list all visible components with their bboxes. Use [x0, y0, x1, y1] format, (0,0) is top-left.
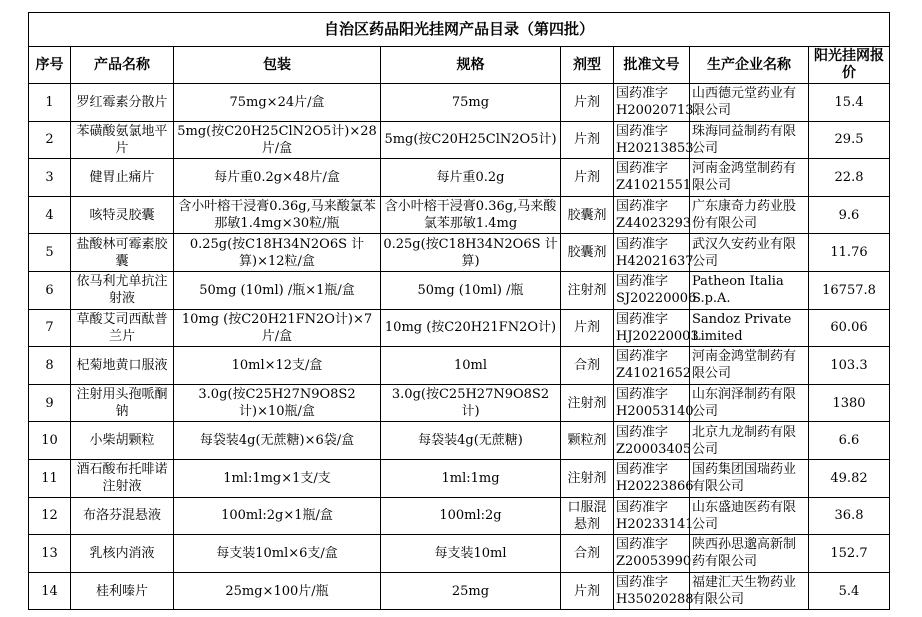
cell-approval-number: 国药准字H20213853 — [614, 121, 690, 159]
cell-product-name: 依马利尤单抗注射液 — [71, 271, 174, 309]
cell-no: 6 — [29, 271, 71, 309]
cell-price: 103.3 — [809, 347, 890, 385]
header-form: 剂型 — [561, 47, 614, 84]
cell-no: 3 — [29, 159, 71, 197]
table-row — [29, 196, 890, 234]
cell-dosage-form: 颗粒剂 — [561, 422, 614, 460]
cell-price: 49.82 — [809, 459, 890, 497]
header-pack: 包装 — [174, 47, 381, 84]
cell-packaging: 5mg(按C20H25ClN2O5计)×28片/盒 — [174, 121, 381, 159]
cell-approval-number: 国药准字H35020288 — [614, 572, 690, 610]
cell-product-name: 乳核内消液 — [71, 535, 174, 573]
cell-approval-number: 国药准字SJ20220006 — [614, 271, 690, 309]
table-row — [29, 422, 890, 460]
cell-approval-number: 国药准字H20020713 — [614, 84, 690, 122]
cell-dosage-form: 片剂 — [561, 84, 614, 122]
cell-no: 13 — [29, 535, 71, 573]
cell-packaging: 1ml:1mg×1支/支 — [174, 459, 381, 497]
cell-approval-number: 国药准字H20223866 — [614, 459, 690, 497]
cell-manufacturer: Patheon Italia S.p.A. — [690, 271, 809, 309]
cell-price: 29.5 — [809, 121, 890, 159]
cell-product-name: 小柴胡颗粒 — [71, 422, 174, 460]
cell-approval-number: 国药准字Z41021551 — [614, 159, 690, 197]
table-row — [29, 347, 890, 385]
cell-packaging: 每支装10ml×6支/盒 — [174, 535, 381, 573]
header-no: 序号 — [29, 47, 71, 84]
cell-packaging: 含小叶榕干浸膏0.36g,马来酸氯苯那敏1.4mg×30粒/瓶 — [174, 196, 381, 234]
cell-specification: 10mg (按C20H21FN2O计) — [381, 309, 561, 347]
table-row — [29, 234, 890, 272]
cell-approval-number: 国药准字Z20003405 — [614, 422, 690, 460]
cell-packaging: 每片重0.2g×48片/盒 — [174, 159, 381, 197]
cell-packaging: 10ml×12支/盒 — [174, 347, 381, 385]
cell-approval-number: 国药准字Z20053990 — [614, 535, 690, 573]
cell-manufacturer: 武汉久安药业有限公司 — [690, 234, 809, 272]
cell-specification: 0.25g(按C18H34N2O6S 计算) — [381, 234, 561, 272]
table-row — [29, 271, 890, 309]
cell-packaging: 25mg×100片/瓶 — [174, 572, 381, 610]
header-name: 产品名称 — [71, 47, 174, 84]
cell-packaging: 100ml:2g×1瓶/盒 — [174, 497, 381, 535]
cell-packaging: 75mg×24片/盒 — [174, 84, 381, 122]
cell-approval-number: 国药准字H42021637 — [614, 234, 690, 272]
cell-dosage-form: 口服混悬剂 — [561, 497, 614, 535]
cell-product-name: 酒石酸布托啡诺注射液 — [71, 459, 174, 497]
cell-no: 2 — [29, 121, 71, 159]
cell-specification: 5mg(按C20H25ClN2O5计) — [381, 121, 561, 159]
cell-approval-number: 国药准字H20233141 — [614, 497, 690, 535]
cell-manufacturer: 山东润泽制药有限公司 — [690, 384, 809, 422]
cell-manufacturer: 山东盛迪医药有限公司 — [690, 497, 809, 535]
cell-price: 36.8 — [809, 497, 890, 535]
cell-approval-number: 国药准字H20053140 — [614, 384, 690, 422]
cell-price: 60.06 — [809, 309, 890, 347]
cell-price: 16757.8 — [809, 271, 890, 309]
cell-specification: 每袋装4g(无蔗糖) — [381, 422, 561, 460]
cell-manufacturer: 北京九龙制药有限公司 — [690, 422, 809, 460]
cell-no: 14 — [29, 572, 71, 610]
cell-dosage-form: 片剂 — [561, 159, 614, 197]
cell-no: 1 — [29, 84, 71, 122]
header-maker: 生产企业名称 — [690, 47, 809, 84]
cell-product-name: 盐酸林可霉素胶囊 — [71, 234, 174, 272]
cell-packaging: 50mg (10ml) /瓶×1瓶/盒 — [174, 271, 381, 309]
cell-specification: 含小叶榕干浸膏0.36g,马来酸氯苯那敏1.4mg — [381, 196, 561, 234]
table-row — [29, 121, 890, 159]
cell-price: 6.6 — [809, 422, 890, 460]
cell-dosage-form: 胶囊剂 — [561, 196, 614, 234]
cell-product-name: 苯磺酸氨氯地平片 — [71, 121, 174, 159]
header-spec: 规格 — [381, 47, 561, 84]
cell-packaging: 每袋装4g(无蔗糖)×6袋/盒 — [174, 422, 381, 460]
cell-manufacturer: 陕西孙思邈高新制药有限公司 — [690, 535, 809, 573]
cell-manufacturer: 福建汇天生物药业有限公司 — [690, 572, 809, 610]
cell-dosage-form: 注射剂 — [561, 459, 614, 497]
cell-no: 4 — [29, 196, 71, 234]
header-row — [29, 47, 890, 84]
cell-product-name: 咳特灵胶囊 — [71, 196, 174, 234]
cell-product-name: 布洛芬混悬液 — [71, 497, 174, 535]
table-row — [29, 384, 890, 422]
cell-dosage-form: 胶囊剂 — [561, 234, 614, 272]
table-title: 自治区药品阳光挂网产品目录（第四批） — [29, 13, 890, 47]
cell-packaging: 3.0g(按C25H27N9O8S2计)×10瓶/盒 — [174, 384, 381, 422]
cell-manufacturer: 河南金鸿堂制药有限公司 — [690, 347, 809, 385]
cell-specification: 25mg — [381, 572, 561, 610]
cell-approval-number: 国药准字HJ20220003 — [614, 309, 690, 347]
cell-price: 22.8 — [809, 159, 890, 197]
cell-price: 5.4 — [809, 572, 890, 610]
table-row — [29, 459, 890, 497]
cell-dosage-form: 合剂 — [561, 347, 614, 385]
cell-specification: 3.0g(按C25H27N9O8S2计) — [381, 384, 561, 422]
table-row — [29, 84, 890, 122]
cell-dosage-form: 合剂 — [561, 535, 614, 573]
cell-product-name: 健胃止痛片 — [71, 159, 174, 197]
table-row — [29, 572, 890, 610]
drug-catalog-table — [28, 12, 890, 610]
cell-manufacturer: 山西德元堂药业有限公司 — [690, 84, 809, 122]
table-row — [29, 159, 890, 197]
cell-product-name: 注射用头孢哌酮钠 — [71, 384, 174, 422]
cell-price: 152.7 — [809, 535, 890, 573]
cell-no: 9 — [29, 384, 71, 422]
cell-specification: 100ml:2g — [381, 497, 561, 535]
cell-specification: 50mg (10ml) /瓶 — [381, 271, 561, 309]
cell-no: 5 — [29, 234, 71, 272]
cell-manufacturer: 广东康奇力药业股份有限公司 — [690, 196, 809, 234]
title-row — [29, 13, 890, 47]
cell-specification: 每支装10ml — [381, 535, 561, 573]
cell-dosage-form: 片剂 — [561, 572, 614, 610]
cell-specification: 10ml — [381, 347, 561, 385]
cell-product-name: 罗红霉素分散片 — [71, 84, 174, 122]
cell-specification: 1ml:1mg — [381, 459, 561, 497]
cell-price: 15.4 — [809, 84, 890, 122]
cell-no: 7 — [29, 309, 71, 347]
header-price: 阳光挂网报价 — [809, 47, 890, 84]
cell-dosage-form: 注射剂 — [561, 271, 614, 309]
cell-dosage-form: 注射剂 — [561, 384, 614, 422]
header-approval: 批准文号 — [614, 47, 690, 84]
cell-product-name: 杞菊地黄口服液 — [71, 347, 174, 385]
cell-dosage-form: 片剂 — [561, 309, 614, 347]
table-row — [29, 309, 890, 347]
cell-price: 11.76 — [809, 234, 890, 272]
cell-price: 9.6 — [809, 196, 890, 234]
cell-manufacturer: Sandoz Private Limited — [690, 309, 809, 347]
cell-no: 8 — [29, 347, 71, 385]
cell-no: 10 — [29, 422, 71, 460]
cell-product-name: 桂利嗪片 — [71, 572, 174, 610]
cell-packaging: 0.25g(按C18H34N2O6S 计算)×12粒/盒 — [174, 234, 381, 272]
cell-price: 1380 — [809, 384, 890, 422]
cell-approval-number: 国药准字Z44023293 — [614, 196, 690, 234]
cell-manufacturer: 国药集团国瑞药业有限公司 — [690, 459, 809, 497]
cell-manufacturer: 珠海同益制药有限公司 — [690, 121, 809, 159]
cell-packaging: 10mg (按C20H21FN2O计)×7片/盒 — [174, 309, 381, 347]
cell-no: 12 — [29, 497, 71, 535]
cell-specification: 每片重0.2g — [381, 159, 561, 197]
cell-specification: 75mg — [381, 84, 561, 122]
table-row — [29, 497, 890, 535]
cell-product-name: 草酸艾司西酞普兰片 — [71, 309, 174, 347]
cell-dosage-form: 片剂 — [561, 121, 614, 159]
cell-no: 11 — [29, 459, 71, 497]
cell-approval-number: 国药准字Z41021652 — [614, 347, 690, 385]
cell-manufacturer: 河南金鸿堂制药有限公司 — [690, 159, 809, 197]
table-row — [29, 535, 890, 573]
